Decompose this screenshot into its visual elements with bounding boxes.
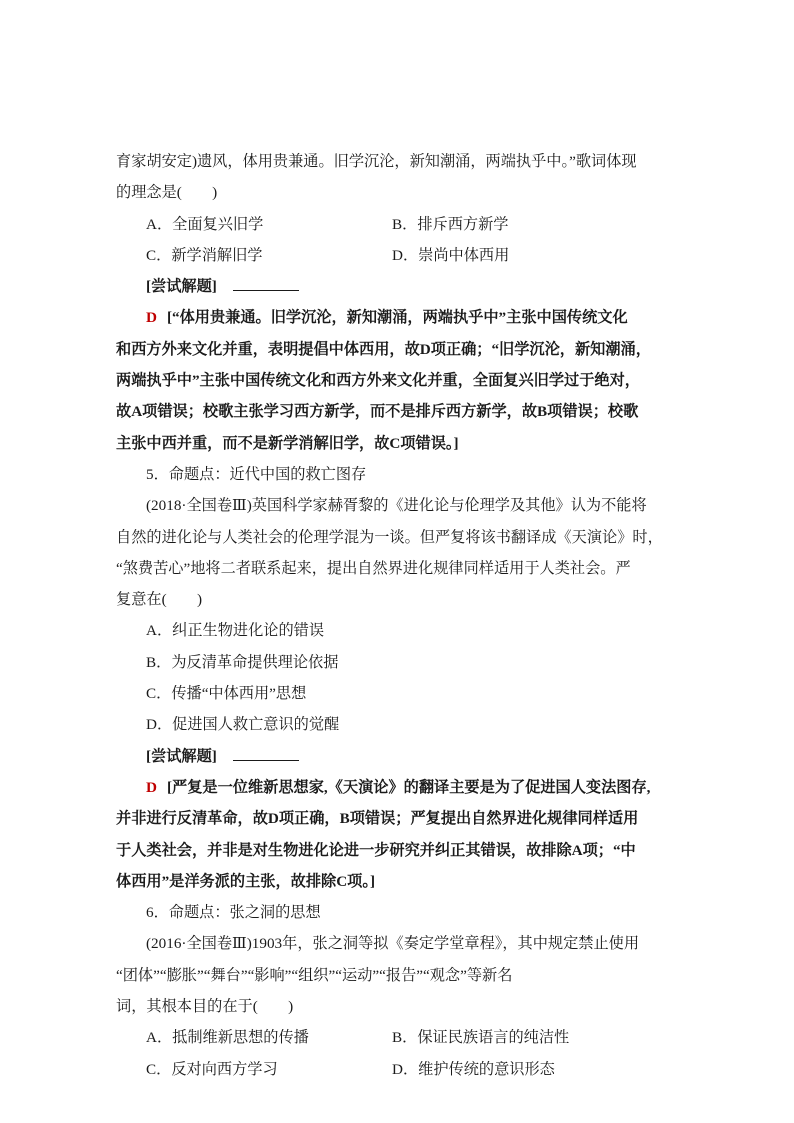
q5-explain-line: 并非进行反清革命，故D项正确，B项错误；严复提出自然界进化规律同样适用 [116, 810, 639, 828]
q5-stem-line: (2018·全国卷Ⅲ)英国科学家赫胥黎的《进化论与伦理学及其他》认为不能将 [146, 497, 647, 515]
q5-option-b: B．为反清革命提供理论依据 [146, 653, 339, 671]
q6-option-c: C．反对向西方学习 [146, 1060, 278, 1078]
text-block [116, 146, 686, 1085]
q4-try-row [116, 271, 686, 302]
q5-stem-line: “煞费苦心”地将二者联系起来，提出自然界进化规律同样适用于人类社会。严 [116, 559, 631, 577]
q5-try-label: [尝试解题] [146, 747, 217, 765]
q4-stem-line: 育家胡安定)遗风，体用贵兼通。旧学沉沦，新知潮涌，两端执乎中。”歌词体现 [116, 153, 637, 170]
q6-options-row-1 [116, 1022, 686, 1053]
q6-option-b: B．保证民族语言的纯洁性 [392, 1029, 570, 1047]
q6-options-row-2 [116, 1054, 686, 1085]
q5-option-d: D．促进国人救亡意识的觉醒 [146, 716, 340, 734]
q5-answer-blank [233, 746, 299, 761]
q6-heading: 6．命题点：张之洞的思想 [146, 904, 321, 922]
q5-stem-line: 自然的进化论与人类社会的伦理学混为一谈。但严复将该书翻译成《天演论》时， [116, 528, 663, 546]
q4-explain-line: 两端执乎中”主张中国传统文化和西方外来文化并重，全面复兴旧学过于绝对， [116, 372, 640, 390]
q4-explain-line [116, 302, 686, 333]
q4-option-d: D．崇尚中体西用 [392, 246, 510, 264]
q4-option-b: B．排斥西方新学 [392, 215, 509, 233]
q5-explain-text: [严复是一位维新思想家,《天演论》的翻译主要是为了促进国人变法图存, [166, 778, 651, 796]
q6-option-d: D．维护传统的意识形态 [392, 1060, 555, 1078]
q6-stem-line: (2016·全国卷Ⅲ)1903年，张之洞等拟《奏定学堂章程》，其中规定禁止使用 [146, 935, 640, 953]
q4-explain-line: 和西方外来文化并重，表明提倡中体西用，故D项正确；“旧学沉沦，新知潮涌， [116, 340, 651, 358]
q6-stem-line: “团体”“膨胀”“舞台”“影响”“组织”“运动”“报告”“观念”等新名 [116, 966, 513, 984]
q4-option-c: C．新学消解旧学 [146, 246, 263, 264]
q4-explain-line: 故A项错误；校歌主张学习西方新学，而不是排斥西方新学，故B项错误；校歌 [116, 403, 639, 421]
q5-explain-line [116, 772, 686, 803]
q4-answer-letter: D [146, 309, 157, 327]
q6-option-a: A．抵制维新思想的传播 [146, 1029, 309, 1047]
q5-heading: 5．命题点：近代中国的救亡图存 [146, 465, 367, 483]
q4-explain-line: 主张中西并重，而不是新学消解旧学，故C项错误。] [116, 434, 459, 452]
q5-stem-line: 复意在( ) [116, 591, 203, 609]
q4-options-row-2 [116, 240, 686, 271]
q4-option-a: A．全面复兴旧学 [146, 215, 264, 233]
q5-option-c: C．传播“中体西用”思想 [146, 685, 307, 703]
q5-option-a: A．纠正生物进化论的错误 [146, 622, 325, 640]
q5-explain-line: 体西用”是洋务派的主张，故排除C项。] [116, 872, 376, 890]
q5-try-row [116, 741, 686, 772]
q6-stem-line: 词，其根本目的在于( ) [116, 998, 294, 1016]
q4-answer-blank [233, 276, 299, 291]
q5-explain-line: 于人类社会，并非是对生物进化论进一步研究并纠正其错误，故排除A项；“中 [116, 841, 636, 859]
q4-stem-line: 的理念是( ) [116, 184, 218, 202]
q5-answer-letter: D [146, 778, 157, 796]
q4-options-row-1 [116, 209, 686, 240]
q4-explain-text: [“体用贵兼通。旧学沉沦，新知潮涌，两端执乎中”主张中国传统文化 [166, 309, 628, 327]
q4-try-label: [尝试解题] [146, 278, 217, 296]
